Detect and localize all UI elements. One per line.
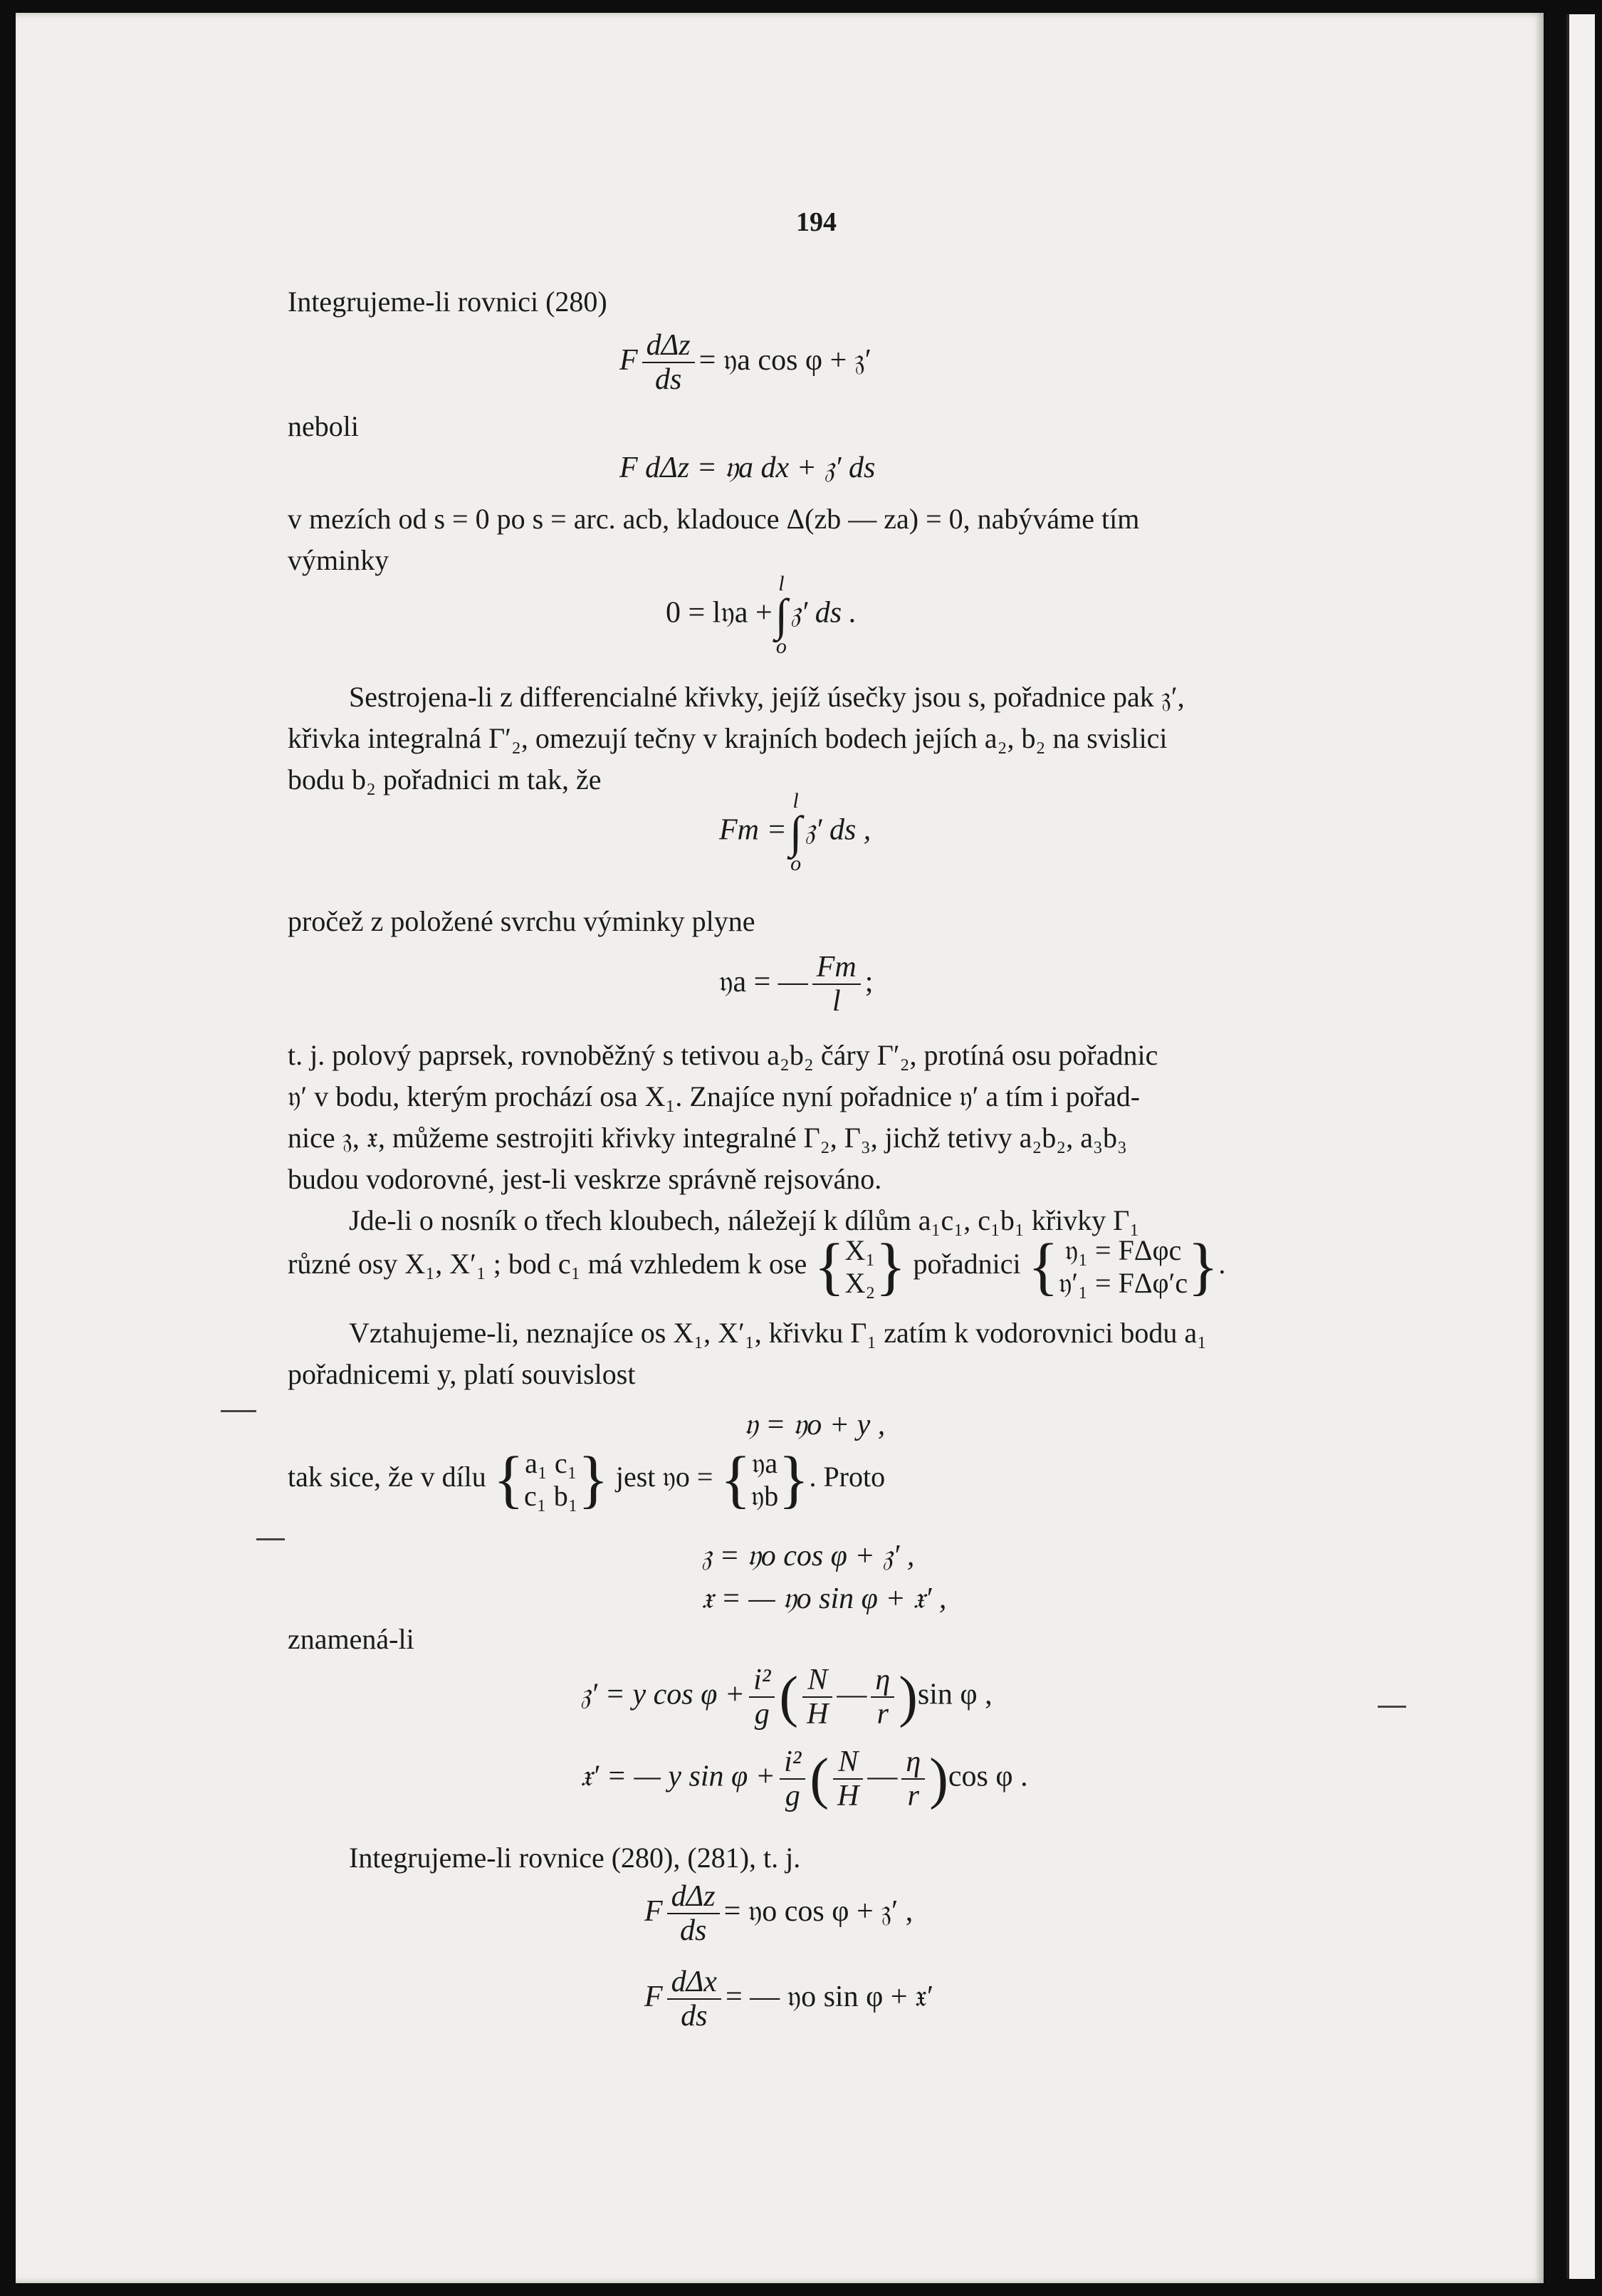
text-line: Integrujeme-li rovnice (280), (281), t. j.: [349, 1842, 801, 1874]
equation-4: Fm = l ∫ o 𝔷′ ds ,: [719, 789, 871, 875]
equation-1: F $\frac{\text{dΔz}}{ds}$ = 𝔶a cos φ + 𝔷′: [619, 329, 871, 397]
equation-8: 𝔷′ = y cos φ + $\frac{\text{i²}}{g}$ ( $\frac{N}{H}$ — $\frac{\eta}{r}$ )sin φ ,: [580, 1663, 993, 1731]
margin-mark: [256, 1538, 285, 1540]
adjacent-page-edge: [1566, 14, 1595, 2279]
margin-mark: [1378, 1706, 1406, 1708]
equation-7b: 𝔵 = — 𝔶o sin φ + 𝔵′ ,: [701, 1582, 947, 1615]
equation-3: 0 = l𝔶a + l ∫ o 𝔷′ ds .: [666, 572, 857, 658]
text-line: v mezích od s = 0 po s = arc. acb, kladouce Δ(zb — za) = 0, nabýváme tím: [288, 503, 1140, 535]
text-line: neboli: [288, 410, 359, 442]
margin-mark: [221, 1410, 256, 1412]
paragraph-line: budou vodorovné, jest-li veskrze správně rejsováno.: [288, 1163, 882, 1195]
paragraph-line: bodu b₂ pořadnici m tak, že: [288, 763, 602, 795]
equation-11: F $\frac{\text{dΔx}}{ds}$ = — 𝔶o sin φ + 𝔵′: [644, 1966, 934, 2033]
text-line: znamená-li: [288, 1623, 414, 1655]
paragraph-line: Vztahujeme-li, neznajíce os X₁, X′₁, křivku Γ₁ zatím k vodorovnici bodu a₁: [349, 1317, 1208, 1349]
text-line: pročež z položené svrchu výminky plyne: [288, 905, 755, 937]
equation-2: F dΔz = 𝔶a dx + 𝔷′ ds: [619, 452, 876, 484]
paragraph-line: Sestrojena-li z differencialné křivky, jejíž úsečky jsou s, pořadnice pak 𝔷′,: [349, 681, 1185, 713]
text-line: Integrujeme-li rovnici (280): [288, 286, 607, 318]
equation-6: 𝔶 = 𝔶o + y ,: [744, 1409, 886, 1441]
text-line-braces: tak sice, že v dílu { a₁ c₁ c₁ b₁ } jest 𝔶o = { 𝔶a 𝔶b }. Proto: [288, 1444, 886, 1515]
equation-5: 𝔶a = — $\frac{Fm}{l}$ ;: [719, 951, 874, 1018]
equation-10: F $\frac{\text{dΔz}}{ds}$ = 𝔶o cos φ + 𝔷′ ,: [644, 1880, 913, 1948]
paragraph-line: t. j. polový paprsek, rovnoběžný s tetivou a₂b₂ čáry Γ′₂, protíná osu pořadnic: [288, 1039, 1158, 1071]
paragraph-line-braces: různé osy X₁, X′₁ ; bod c₁ má vzhledem k ose { X₁ X₂ } pořadnici { 𝔶₁ = FΔφc 𝔶′₁ = FΔφ′c }.: [288, 1231, 1226, 1302]
paragraph-line: pořadnicemi y, platí souvislost: [288, 1358, 636, 1390]
paragraph-line: 𝔶′ v bodu, kterým prochází osa X₁. Znajíce nyní pořadnice 𝔶′ a tím i pořad-: [288, 1080, 1141, 1112]
equation-9: 𝔵′ = — y sin φ + $\frac{\text{i²}}{g}$ ( $\frac{N}{H}$ — $\frac{\eta}{r}$ )cos φ .: [580, 1745, 1028, 1812]
paragraph-line: Jde-li o nosník o třech kloubech, náležejí k dílům a₁c₁, c₁b₁ křivky Γ₁: [349, 1204, 1140, 1236]
paragraph-line: křivka integralná Γ′₂, omezují tečny v krajních bodech jejích a₂, b₂ na svislici: [288, 722, 1168, 754]
equation-7a: 𝔷 = 𝔶o cos φ + 𝔷′ ,: [701, 1540, 915, 1572]
page-number: 194: [796, 207, 837, 237]
text-line: výminky: [288, 544, 389, 576]
paragraph-line: nice 𝔷, 𝔵, můžeme sestrojiti křivky integralné Γ₂, Γ₃, jichž tetivy a₂b₂, a₃b₃: [288, 1122, 1127, 1154]
